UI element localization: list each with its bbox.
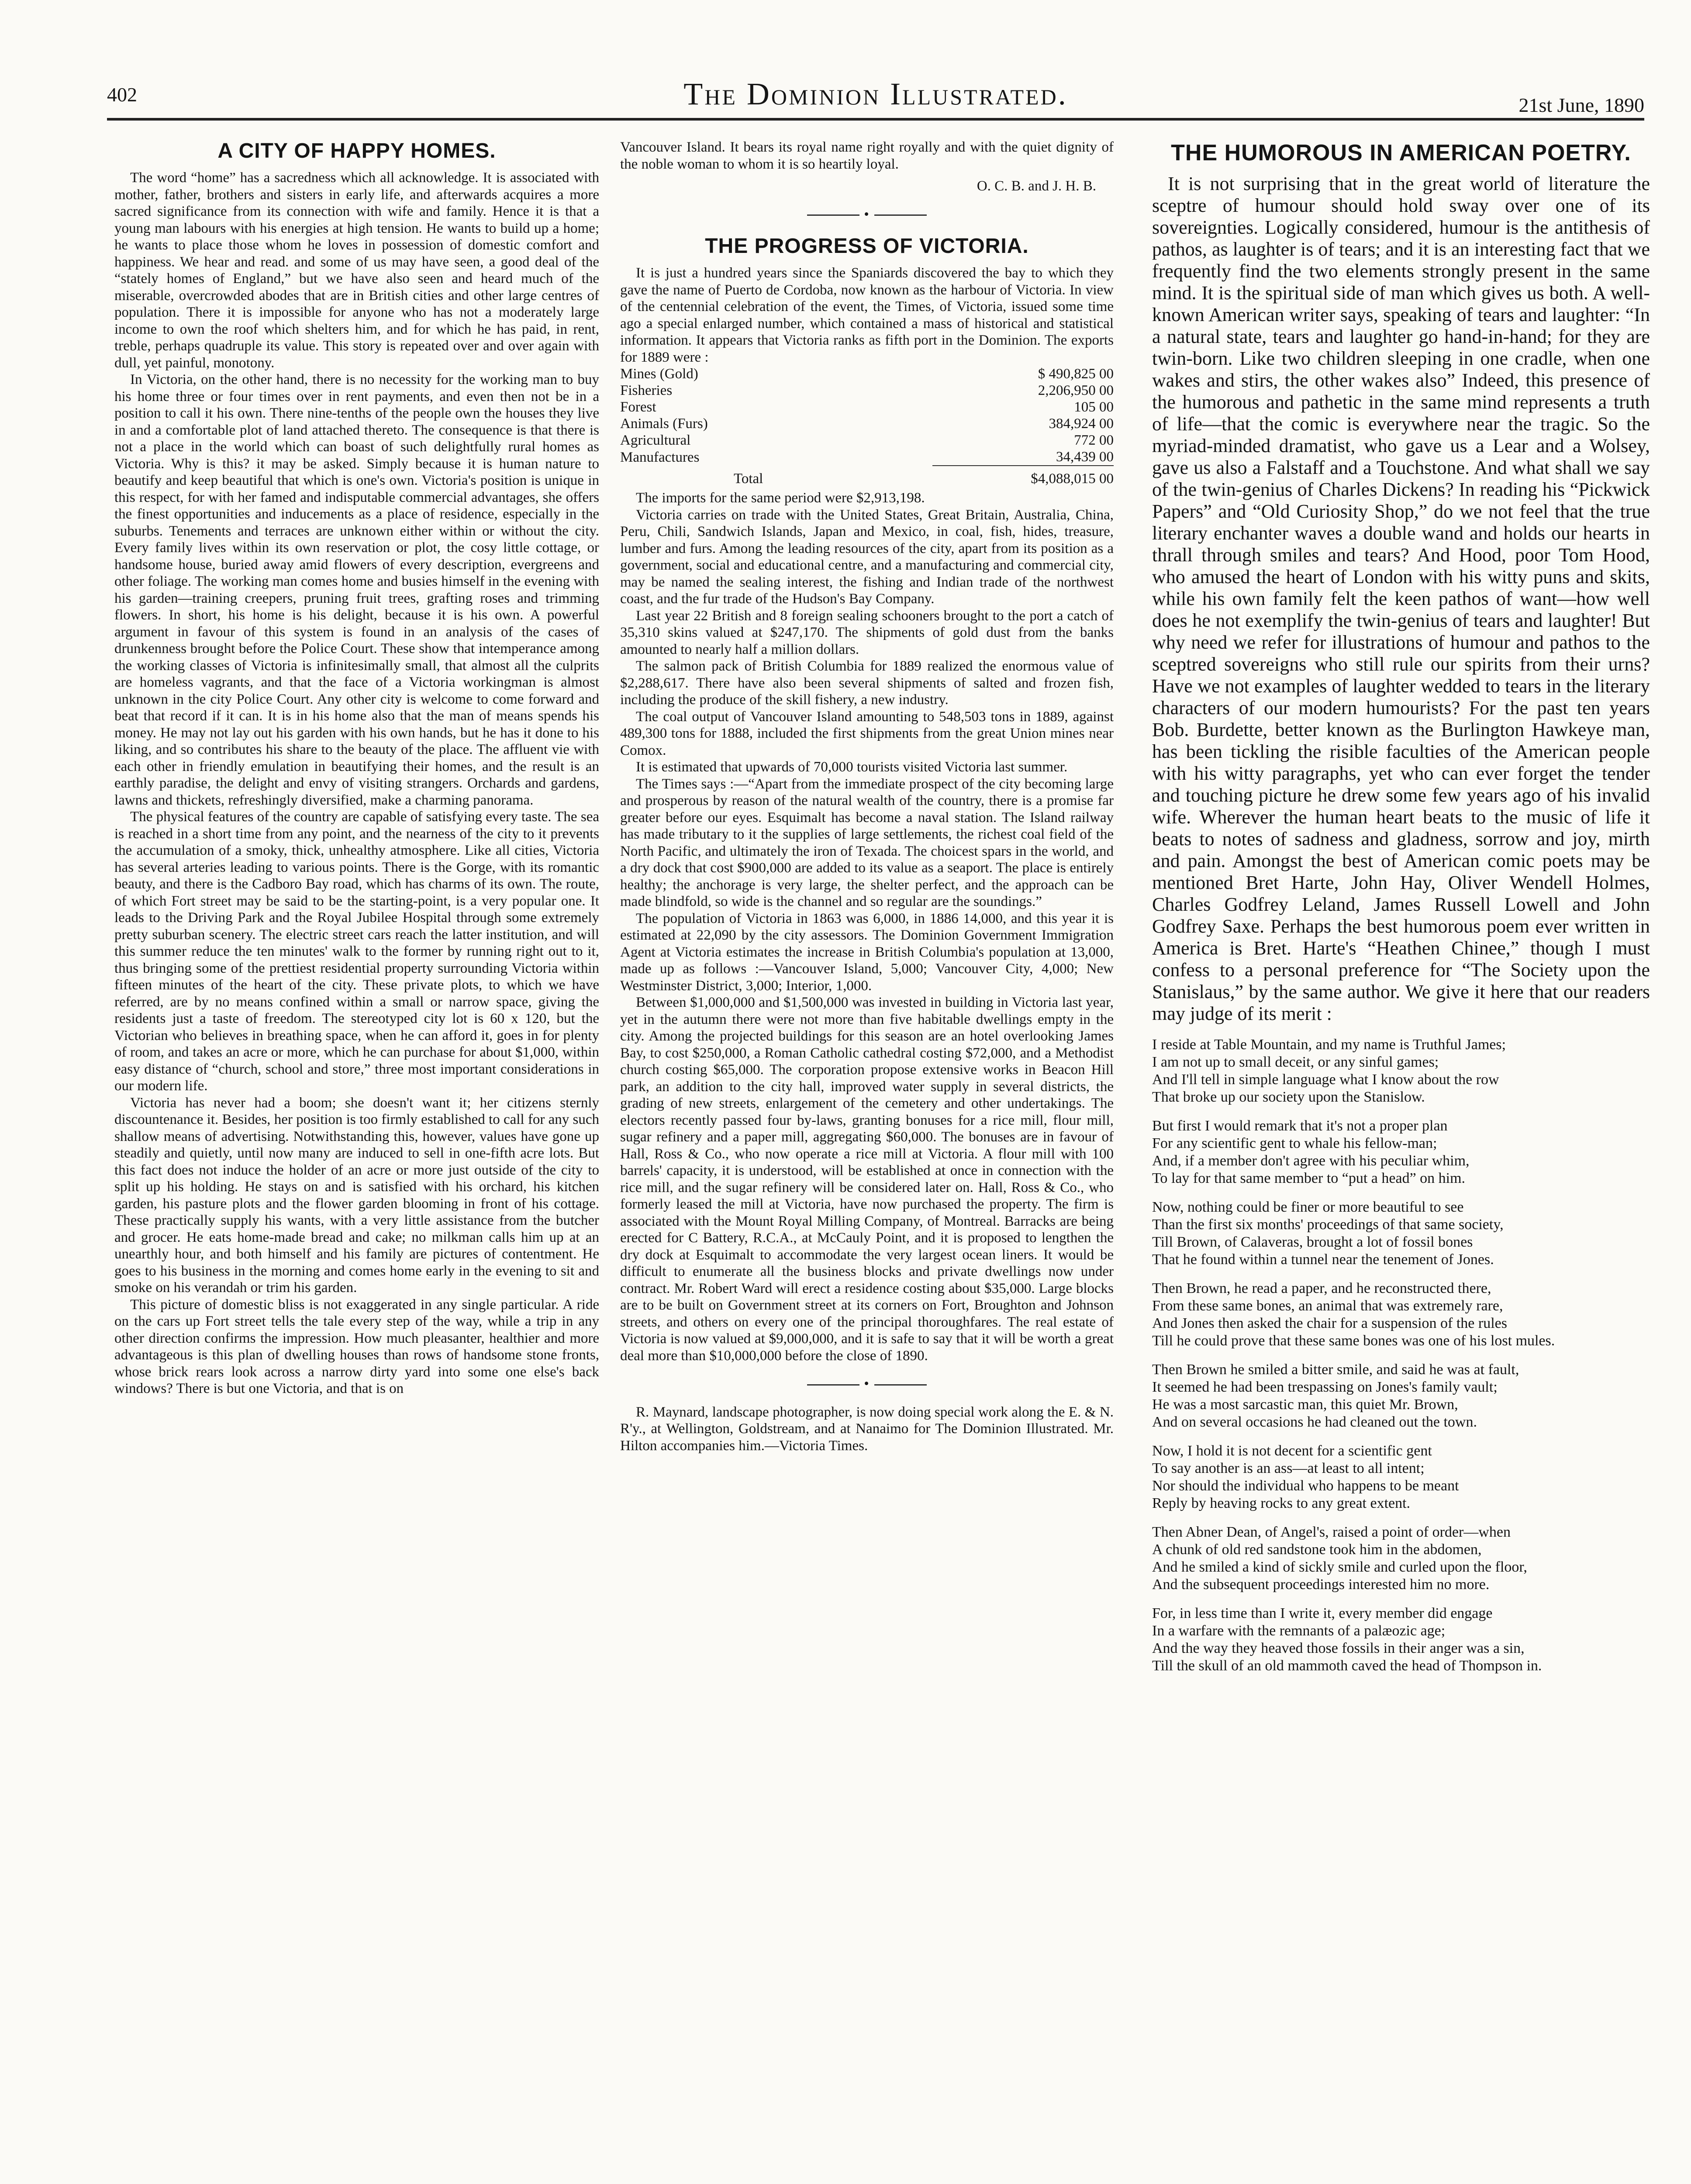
- poem-line: Till he could prove that these same bones was one of his lost mules.: [1152, 1333, 1555, 1349]
- table-row: [620, 399, 1114, 415]
- poem-line: That he found within a tunnel near the tenement of Jones.: [1152, 1251, 1494, 1268]
- poem-stanza: [1152, 1280, 1650, 1350]
- poem-line: And the way they heaved those fossils in their anger was a sin,: [1152, 1640, 1525, 1656]
- poem-line: Till the skull of an old mammoth caved the head of Thompson in.: [1152, 1658, 1542, 1674]
- poem-line: For any scientific gent to whale his fellow-man;: [1152, 1135, 1437, 1151]
- poem-line: In a warfare with the remnants of a palæozic age;: [1152, 1623, 1446, 1639]
- paragraph: The salmon pack of British Columbia for 1889 realized the enormous value of $2,288,617. There have also been several shipments of salted and frozen fish, including the produce of the skill fishery, a new industry.: [620, 658, 1114, 708]
- table-row: [620, 415, 1114, 432]
- paragraph: The word “home” has a sacredness which all acknowledge. It is associated with mother, father, brothers and sisters in early life, and afterwards acquires a more sacred significance from its connection with wife and family. Hence it is that a young man labours with his energies at high tension. He wants to build up a home; he wants to place those whom he loves in possession of domestic comfort and happiness. We hear and read. and some of us may have seen, a good deal of the “stately homes of England,” but we have also seen and heard much of the miserable, overcrowded abodes that are in British cities and other large centres of population. There it is impossible for anyone who has not a moderately large income to own the roof which shelters him, and for which he has paid, in rent, treble, perhaps quadruple its value. This story is repeated over and over again with dull, yet painful, monotony.: [114, 170, 599, 371]
- export-label: Agricultural: [620, 432, 691, 448]
- export-value: 2,206,950 00: [1038, 383, 1114, 398]
- poem-line: And on several occasions he had cleaned out the town.: [1152, 1414, 1477, 1430]
- masthead: [107, 74, 1644, 122]
- article-title-humorous-poetry: THE HUMOROUS IN AMERICAN POETRY.: [1171, 140, 1631, 166]
- table-row: [620, 366, 1114, 382]
- poem-stanza: [1152, 1361, 1650, 1431]
- poem-line: He was a most sarcastic man, this quiet Mr. Brown,: [1152, 1396, 1458, 1413]
- article-title-progress-victoria: THE PROGRESS OF VICTORIA.: [705, 235, 1029, 258]
- export-value: 772 00: [1074, 432, 1114, 448]
- total-row: [620, 466, 1114, 487]
- issue-date: 21st June, 1890: [1518, 94, 1644, 116]
- poem-line: To lay for that same member to “put a head” on him.: [1152, 1170, 1466, 1186]
- poem-line: And Jones then asked the chair for a suspension of the rules: [1152, 1315, 1507, 1331]
- paragraph: The imports for the same period were $2,913,198.: [636, 490, 925, 506]
- export-label: Forest: [620, 399, 656, 415]
- paragraph: Victoria has never had a boom; she doesn't want it; her citizens sternly discountenance it. Besides, her position is too firmly established to call for any such shallow means of advertising. Notwithstanding this, however, values have gone up steadily and quietly, until now many are induced to sell in one-fifth acre lots. But this fact does not induce the holder of an acre or more just outside of the city to split up his holding. He stays on and is satisfied with his orchard, his kitchen garden, his pasture plots and the flower garden blooming in front of his cottage. These practically supply his wants, with a very little assistance from the butcher and grocer. He eats home-made bread and cake; no milkman calls him up at an unearthly hour, and both himself and his family are pictures of contentment. He goes to his business in the morning and comes home early in the evening to sit and smoke on his verandah or trim his garden.: [114, 1095, 599, 1296]
- table-row: [620, 382, 1114, 399]
- poem-line: I reside at Table Mountain, and my name is Truthful James;: [1152, 1037, 1506, 1053]
- article-signature: O. C. B. and J. H. B.: [977, 178, 1096, 194]
- export-label: Animals (Furs): [620, 416, 708, 432]
- poem-stanza: [1152, 1199, 1650, 1268]
- poem-line: Then Brown, he read a paper, and he reconstructed there,: [1152, 1280, 1491, 1296]
- publication-title: The Dominion Illustrated.: [683, 76, 1068, 111]
- export-value: $ 490,825 00: [1038, 366, 1114, 382]
- section-separator: •: [620, 206, 1114, 223]
- column-3: [1152, 139, 1650, 1686]
- table-row: [620, 432, 1114, 449]
- export-label: Mines (Gold): [620, 366, 698, 382]
- poem-line: For, in less time than I write it, every member did engage: [1152, 1605, 1493, 1621]
- paragraph: Victoria carries on trade with the United States, Great Britain, Australia, China, Peru, Chili, Sandwich Islands, Japan and Mexico, in coal, fish, hides, treasure, lumber and furs. Among the leading resources of the city, apart from its position as a government, social and educational centre, and a manufacturing and commercial city, may be named the sealing interest, the fishing and Indian trade of the northwest coast, and the fur trade of the Hudson's Bay Company.: [620, 507, 1114, 607]
- paragraph: In Victoria, on the other hand, there is no necessity for the working man to buy his home three or four times over in rent payments, and even then not be in a position to call it his own. There nine-tenths of the people own the houses they live in and a comfortable plot of land attached thereto. The consequence is that there is not a place in the world which can boast of such delightfully rural homes as Victoria. Why is this? it may be asked. Simply because it is human nature to beautify and keep beautiful that which is one's own. Victoria's position is unique in this respect, for with her famed and indisputable commercial advantages, she offers the finest opportunities and inducements as a place of residence, especially in the suburbs. Tenements and terraces are unknown either within or without the city. Every family lives within its own reservation or plot, the cosy little cottage, or handsome house, buried away amid flowers of every description, evergreens and other foliage. The working man comes home and busies himself in the evening with his garden—training creepers, pruning fruit trees, grafting roses and trimming flowers. In short, his home is his delight, because it is his own. A powerful argument in favour of this system is found in an analysis of the cases of drunkenness brought before the Police Court. These show that intemperance among the working classes of Victoria is infinitesimally small, that almost all the culprits are homeless vagrants, and that the face of a Victoria workingman is almost unknown in the city Police Court. Any other city is welcome to come forward and beat that record if it can. It is in his home also that the man of means spends his money. He may not lay out his garden with his own hands, but he has it done to his liking, and so contributes his share to the beauty of the place. The affluent vie with each other in friendly emulation in beautifying their homes, and the result is an earthly paradise, the delight and envy of visiting strangers. Orchards and gardens, lawns and thickets, refreshingly diversified, make a charming panorama.: [114, 372, 599, 808]
- exports-table: [620, 366, 1114, 487]
- poem-line: From these same bones, an animal that was extremely rare,: [1152, 1298, 1503, 1314]
- export-label: Fisheries: [620, 383, 673, 398]
- poem-line: Reply by heaving rocks to any great extent.: [1152, 1495, 1411, 1511]
- section-separator: •: [620, 1375, 1114, 1393]
- export-value: 105 00: [1074, 399, 1114, 415]
- export-value: 34,439 00: [1056, 449, 1114, 465]
- poem-stanza: [1152, 1605, 1650, 1675]
- photographer-note: R. Maynard, landscape photographer, is now doing special work along the E. & N. R'y., at Wellington, Goldstream, and at Nanaimo for The Dominion Illustrated. Mr. Hilton accompanies him.—Victoria Times.: [620, 1404, 1114, 1454]
- poem-line: And, if a member don't agree with his peculiar whim,: [1152, 1153, 1470, 1169]
- poem-line: Now, nothing could be finer or more beautiful to see: [1152, 1199, 1464, 1215]
- paragraph: Last year 22 British and 8 foreign sealing schooners brought to the port a catch of 35,310 skins valued at $247,170. The shipments of gold dust from the banks amounted to nearly half a million dollars.: [620, 608, 1114, 657]
- paragraph: This picture of domestic bliss is not exaggerated in any single particular. A ride on the cars up Fort street tells the tale every step of the way, while a trip in any other direction confirms the impression. How much pleasanter, healthier and more advantageous is this plan of dwelling houses than rows of handsome stone fronts, whose brick rears look across a narrow dirty yard into some one else's back windows? There is but one Victoria, and that is on: [114, 1296, 599, 1396]
- table-row: [620, 449, 1114, 466]
- poem-line: And the subsequent proceedings interested him no more.: [1152, 1576, 1490, 1593]
- total-label: Total: [734, 470, 763, 487]
- poem-line: Then Brown he smiled a bitter smile, and said he was at fault,: [1152, 1362, 1519, 1378]
- paragraph: The coal output of Vancouver Island amounting to 548,503 tons in 1889, against 489,300 tons for 1888, included the first shipments from the great Union mines near Comox.: [620, 708, 1114, 758]
- poem-line: It seemed he had been trespassing on Jones's family vault;: [1152, 1379, 1498, 1395]
- paragraph: The Times says :—“Apart from the immediate prospect of the city becoming large and prosperous by reason of the natural wealth of the country, there is a promise far greater before our eyes. Esquimalt has become a naval station. The Island railway has made tributary to it the supplies of large settlements, the richest coal field of the North Pacific, and ultimately the iron of Texada. The choicest spars in the world, and a dry dock that cost $900,000 are added to its value as a seaport. The place is entirely healthy; the anchorage is very large, the shelter perfect, and the approach can be made blindfold, so wide is the channel and so regular are the soundings.”: [620, 776, 1114, 909]
- poem-line: But first I would remark that it's not a proper plan: [1152, 1118, 1448, 1134]
- paragraph: It is estimated that upwards of 70,000 tourists visited Victoria last summer.: [636, 759, 1068, 775]
- poem-stanza: [1152, 1524, 1650, 1593]
- masthead-rule: [107, 118, 1644, 121]
- paragraph: It is just a hundred years since the Spaniards discovered the bay to which they gave the name of Puerto de Cordoba, now known as the harbour of Victoria. In view of the centennial celebration of the event, the Times, of Victoria, issued some time ago a special enlarged number, which contained a mass of historical and statistical information. It appears that Victoria ranks as fifth port in the Dominion. The exports for 1889 were :: [620, 265, 1114, 365]
- paragraph: It is not surprising that in the great world of literature the sceptre of humour should hold sway over one of its sovereignties. Logically considered, humour is the antithesis of pathos, as laughter is of tears; and it is an interesting fact that we frequently find the two elements strongly present in the same mind. It is the spiritual side of man which gives us both. A well-known American writer says, speaking of tears and laughter: “In a natural state, tears and laughter go hand-in-hand; for they are twin-born. Like two children sleeping in one cradle, when one wakes and stirs, the other wakes also” Indeed, this presence of the humorous and pathetic in the same mind represents a truth of life—that the comic is everywhere near the tragic. So the myriad-minded dramatist, who gave us a Lear and a Wolsey, gave us also a Falstaff and a Touchstone. And what shall we say of the twin-genius of Charles Dickens? In reading his “Pickwick Papers” and “Old Curiosity Shop,” do we not feel that the true literary enchanter waves a double wand and holds our hearts in thrall through smiles and tears? And Hood, poor Tom Hood, who amused the heart of London with his witty puns and skits, while his own family felt the keen pathos of want—how well does he not exemplify the twin-genius of tears and laughter! But why need we refer for illustrations of humour and pathos to the sceptred sovereigns who still rule our spirits from their urns? Have we not examples of laughter wedded to tears in the literary characters of our modern humourists? For the past ten years Bob. Burdette, better known as the Burlington Hawkeye man, has been tickling the risible faculties of the American people with his witty paragraphs, yet who can ever forget the tender and touching picture he drew some few years ago of his invalid wife. Wherever the human heart beats to the music of life it beats to notes of sadness and gladness, sorrow and joy, mirth and pain. Amongst the best of American comic poets may be mentioned Bret Harte, John Hay, Oliver Wendell Holmes, Charles Godfrey Leland, James Russell Lowell and John Godfrey Saxe. Perhaps the best humorous poem ever written in America is Bret. Harte's “Heathen Chinee,” though I must confess to a personal preference for “The Society upon the Stanislaus,” by the same author. We give it here that our readers may judge of its merit :: [1152, 173, 1650, 1024]
- poem-line: Till Brown, of Calaveras, brought a lot of fossil bones: [1152, 1234, 1473, 1250]
- paragraph: The physical features of the country are capable of satisfying every taste. The sea is reached in a short time from any point, and the nearness of the city to it prevents the accumulation of a smoky, thick, unhealthy atmosphere. Like all cities, Victoria has several arteries leading to various points. There is the Gorge, with its romantic beauty, and there is the Cadboro Bay road, which has charms of its own. The route, of which Fort street may be said to be the starting-point, is a very popular one. It leads to the Driving Park and the Royal Jubilee Hospital through some extremely pretty suburban scenery. The electric street cars reach the latter institution, and will this summer reduce the ten minutes' walk to the former by running right out to it, thus bringing some of the prettiest residential property surrounding Victoria within fifteen minutes of the heart of the city. These private plots, to which we have referred, are by no means confined within a small or narrow space, giving the residents just a taste of freedom. The stereotyped city lot is 60 x 120, but the Victorian who believes in breathing space, when he can afford it, goes in for plenty of room, and takes an acre or more, which he can purchase for about $1,000, within easy distance of “church, school and store,” three most important considerations in our modern life.: [114, 809, 599, 1094]
- paragraph: Between $1,000,000 and $1,500,000 was invested in building in Victoria last year, yet in the autumn there were not more than five habitable dwellings empty in the city. Among the projected buildings for this season are an hotel overlooking James Bay, to cost $250,000, a Roman Catholic cathedral costing $72,000, and a Methodist church costing $65,000. The corporation propose extensive works in Beacon Hill park, an addition to the city hall, improved water supply in several districts, the grading of new streets, enlargement of the cemetery and other undertakings. The electors recently passed four by-laws, granting bonuses for a rice mill, flour mill, sugar refinery and a paper mill, aggregating $60,000. The bonuses are in favour of Hall, Ross & Co., who now operate a rice mill at Victoria. A flour mill with 100 barrels' capacity, it is understood, will be established at once in connection with the rice mill, and the sugar refinery will be considered later on. Hall, Ross & Co., who formerly leased the mill at Victoria, have now purchased the property. The firm is associated with the Mount Royal Milling Company, of Montreal. Barracks are being erected for C Battery, R.C.A., at McCauly Point, and it is proposed to lengthen the dry dock at Esquimalt to accommodate the very largest ocean liners. It would be difficult to enumerate all the business blocks and private dwellings now under contract. Mr. Robert Ward will erect a residence costing about $35,000. Large blocks are to be built on Government street at its corners on Fort, Broughton and Johnson streets, and others on every one of the principal thoroughfares. The real estate of Victoria is now valued at $9,000,000, and it is safe to say that it will be worth a great deal more than $10,000,000 before the close of 1890.: [620, 995, 1114, 1364]
- poem-line: I am not up to small deceit, or any sinful games;: [1152, 1054, 1439, 1070]
- article-title-happy-homes: A CITY OF HAPPY HOMES.: [217, 139, 496, 162]
- poem-line: A chunk of old red sandstone took him in the abdomen,: [1152, 1541, 1482, 1558]
- poem-line: And I'll tell in simple language what I know about the row: [1152, 1071, 1499, 1088]
- total-value: $4,088,015 00: [932, 466, 1114, 487]
- poem-stanza: [1152, 1036, 1650, 1106]
- poem-line: Than the first six months' proceedings of that same society,: [1152, 1216, 1504, 1233]
- poem-line: And he smiled a kind of sickly smile and curled upon the floor,: [1152, 1559, 1527, 1575]
- poem: [1152, 1036, 1650, 1675]
- page-number: 402: [107, 83, 137, 106]
- poem-stanza: [1152, 1442, 1650, 1512]
- column-2: [620, 139, 1114, 1454]
- paragraph: The population of Victoria in 1863 was 6,000, in 1886 14,000, and this year it is estimated at 22,090 by the city assessors. The Dominion Government Immigration Agent at Victoria estimates the increase in British Columbia's population at 13,000, made up as follows :—Vancouver Island, 5,000; Vancouver City, 4,000; New Westminster District, 3,000; Interior, 1,000.: [620, 910, 1114, 994]
- poem-line: To say another is an ass—at least to all intent;: [1152, 1460, 1425, 1476]
- export-label: Manufactures: [620, 449, 700, 465]
- column-1: [114, 139, 599, 1397]
- poem-line: That broke up our society upon the Stanislow.: [1152, 1089, 1425, 1105]
- continuation-paragraph: Vancouver Island. It bears its royal name right royally and with the quiet dignity of the noble woman to whom it is so heartily loyal.: [620, 139, 1114, 172]
- export-value: 384,924 00: [1049, 416, 1114, 432]
- poem-line: Nor should the individual who happens to be meant: [1152, 1478, 1459, 1494]
- poem-line: Then Abner Dean, of Angel's, raised a point of order—when: [1152, 1524, 1511, 1540]
- poem-stanza: [1152, 1117, 1650, 1187]
- poem-line: Now, I hold it is not decent for a scientific gent: [1152, 1443, 1432, 1459]
